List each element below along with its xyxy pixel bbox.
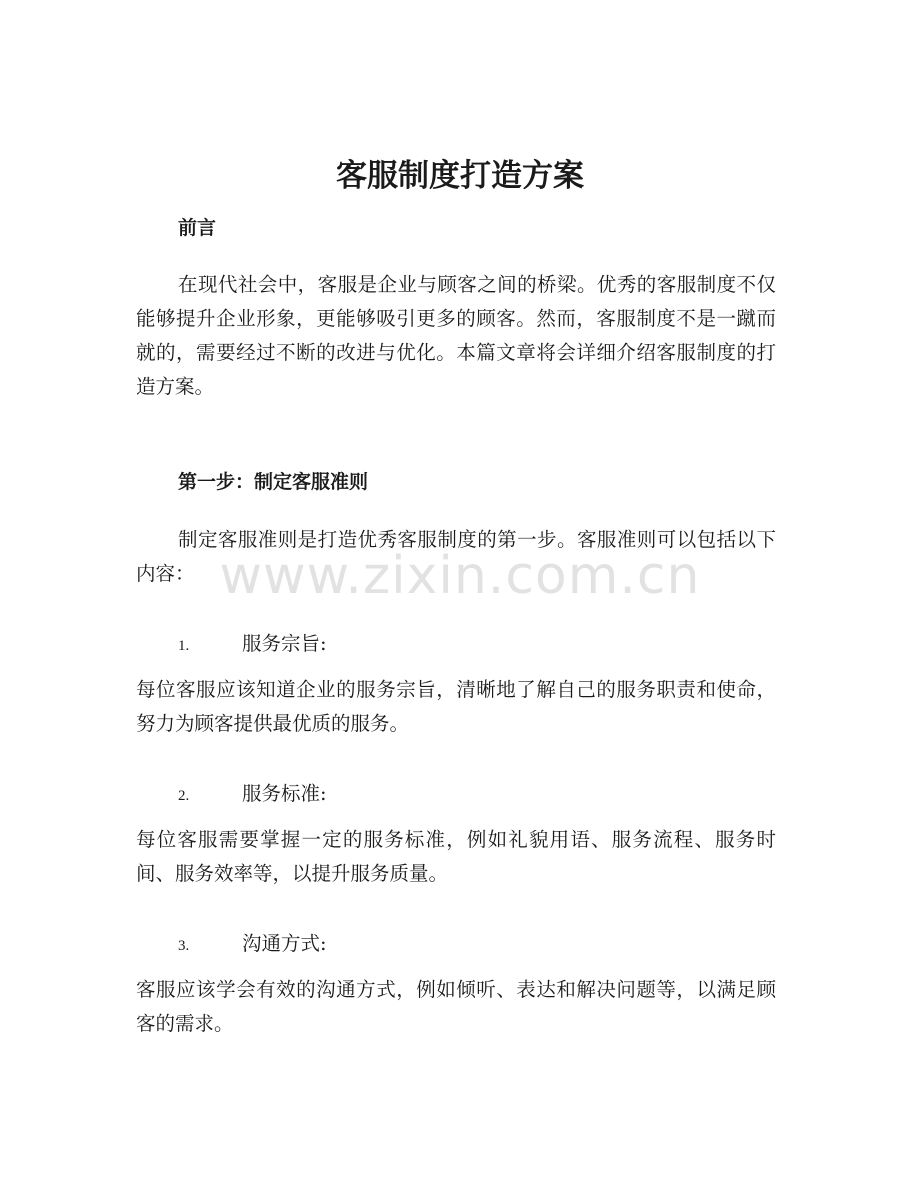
list-item-1	[178, 629, 327, 661]
list-item-label: 沟通方式:	[242, 932, 327, 955]
list-item-label: 服务标准:	[242, 782, 327, 805]
list-item-2	[178, 779, 327, 811]
list-item-label: 服务宗旨:	[242, 632, 327, 655]
list-item-3-description: 客服应该学会有效的沟通方式，例如倾听、表达和解决问题等，以满足顾客的需求。	[136, 978, 776, 1035]
preface-paragraph: 在现代社会中，客服是企业与顾客之间的桥梁。优秀的客服制度不仅能够提升企业形象，更能够吸引更多的顾客。然而，客服制度不是一蹴而就的，需要经过不断的改进与优化。本篇文章将会详细介绍客服制度的打造方案。	[136, 273, 776, 398]
list-item-number: 2.	[178, 788, 190, 804]
document-title: 客服制度打造方案	[336, 158, 584, 194]
preface-heading: 前言	[178, 217, 217, 239]
list-item-1-description: 每位客服应该知道企业的服务宗旨，清晰地了解自己的服务职责和使命，努力为顾客提供最优质的服务。	[136, 678, 776, 735]
list-item-number: 1.	[178, 638, 190, 654]
step1-intro-paragraph: 制定客服准则是打造优秀客服制度的第一步。客服准则可以包括以下内容：	[136, 528, 776, 585]
site-watermark: www.zixin.com.cn	[219, 546, 701, 606]
list-item-3	[178, 929, 327, 961]
list-item-2-description: 每位客服需要掌握一定的服务标准，例如礼貌用语、服务流程、服务时间、服务效率等，以提升服务质量。	[136, 828, 776, 885]
step1-heading: 第一步：制定客服准则	[178, 471, 369, 493]
list-item-number: 3.	[178, 938, 190, 954]
